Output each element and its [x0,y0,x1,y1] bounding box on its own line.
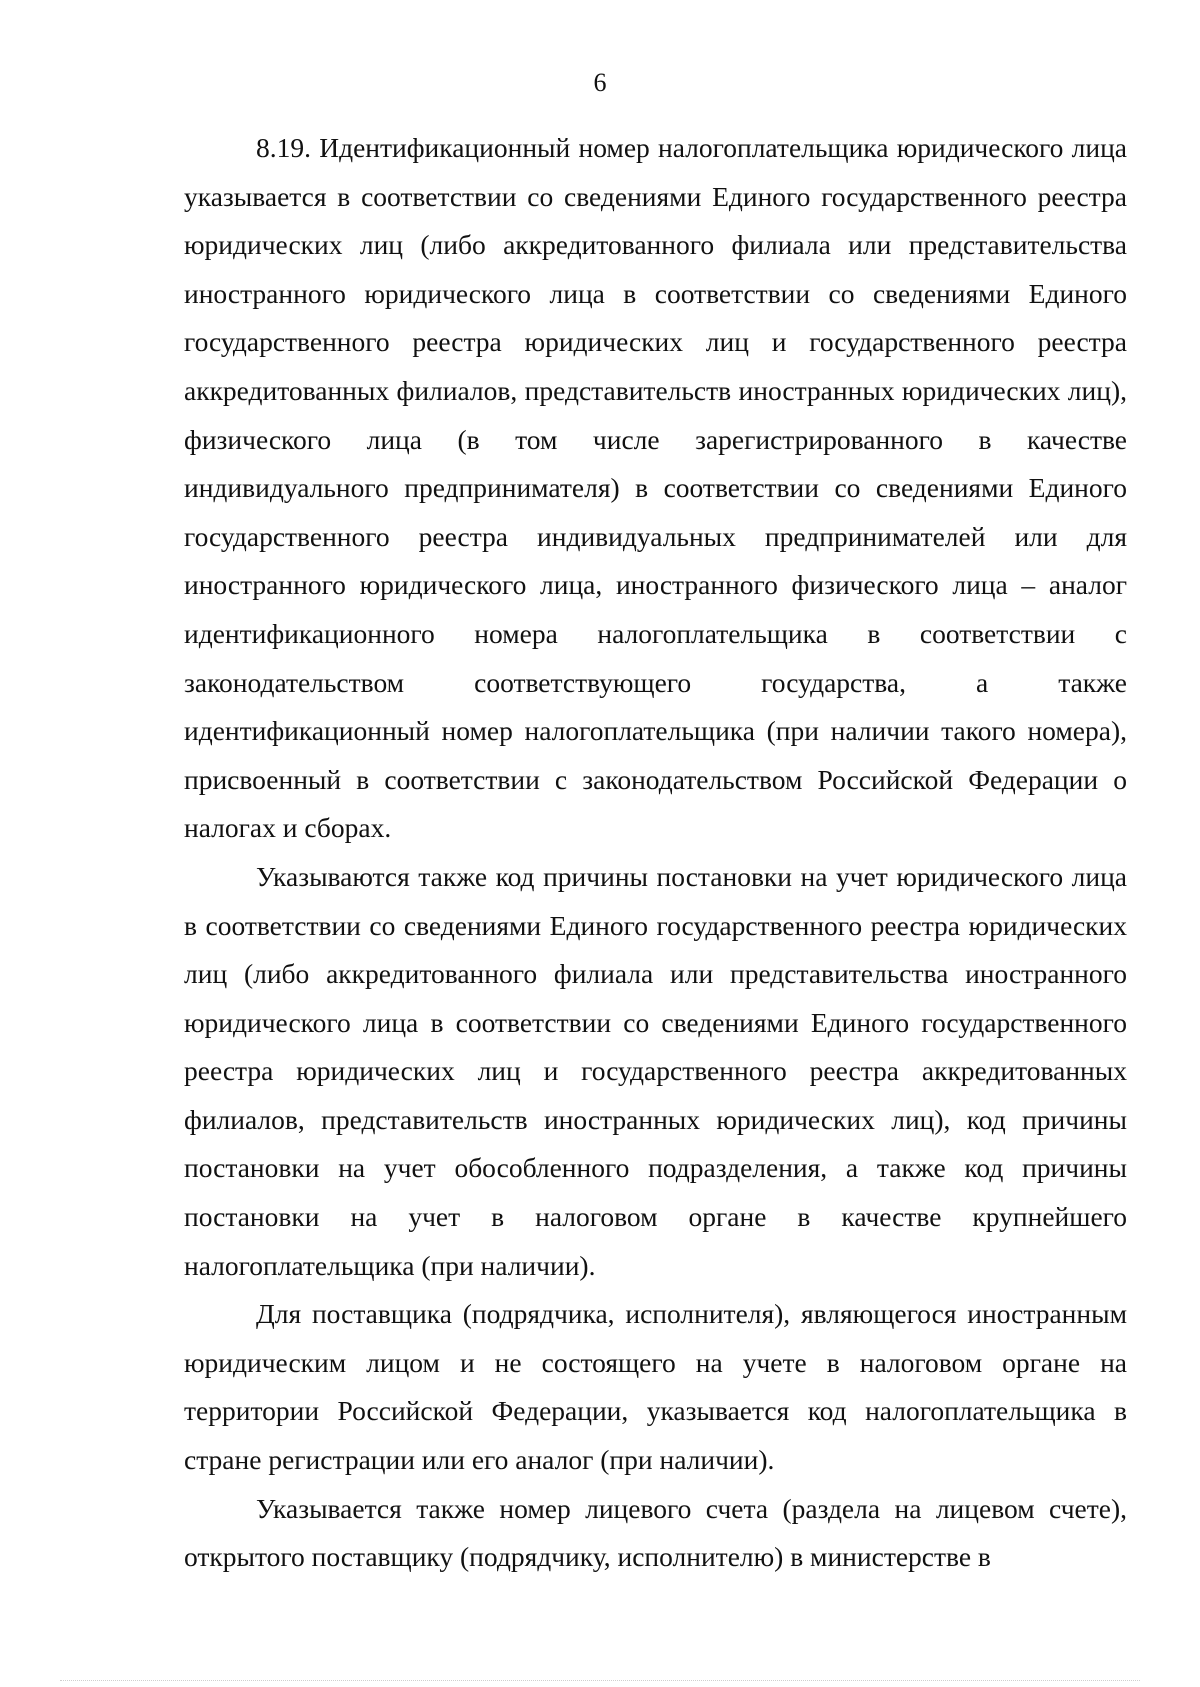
paragraph-personal-account: Указывается также номер лицевого счета (раздела на лицевом счете), открытого поставщику (подрядчику, исполнителю) в министерстве в [184,1492,1127,1573]
paragraph-kpp: Указываются также код причины постановки на учет юридического лица в соответствии со сведениями Единого государственного реестра юридических лиц (либо аккредитованного филиала или представительства иностранного юридического лица в соответствии со сведениями Единого государственного реестра юридических лиц и государственного реестра аккредитованных филиалов, представительств иностранных юридических лиц), код причины постановки на учет обособленного подразделения, а также код причины постановки на учет в налоговом органе в качестве крупнейшего налогоплательщика (при наличии). [184,860,1127,1281]
page-number: 6 [593,68,607,97]
paragraph-foreign-supplier: Для поставщика (подрядчика, исполнителя), являющегося иностранным юридическим лицом и не состоящего на учете в налоговом органе на территории Российской Федерации, указывается код налогоплательщика в стране регистрации или его аналог (при наличии). [184,1298,1127,1476]
document-body [184,124,1127,1582]
paragraph-8-19: 8.19. Идентификационный номер налогоплательщика юридического лица указывается в соответствии со сведениями Единого государственного реестра юридических лиц (либо аккредитованного филиала или представительства иностранного юридического лица в соответствии со сведениями Единого государственного реестра юридических лиц и государственного реестра аккредитованных филиалов, представительств иностранных юридических лиц), физического лица (в том числе зарегистрированного в качестве индивидуального предпринимателя) в соответствии со сведениями Единого государственного реестра индивидуальных предпринимателей или для иностранного юридического лица, иностранного физического лица – аналог идентификационного номера налогоплательщика в соответствии с законодательством соответствующего государства, а также идентификационный номер налогоплательщика (при наличии такого номера), присвоенный в соответствии с законодательством Российской Федерации о налогах и сборах. [184,132,1127,844]
scan-edge-divider [60,1680,1140,1687]
